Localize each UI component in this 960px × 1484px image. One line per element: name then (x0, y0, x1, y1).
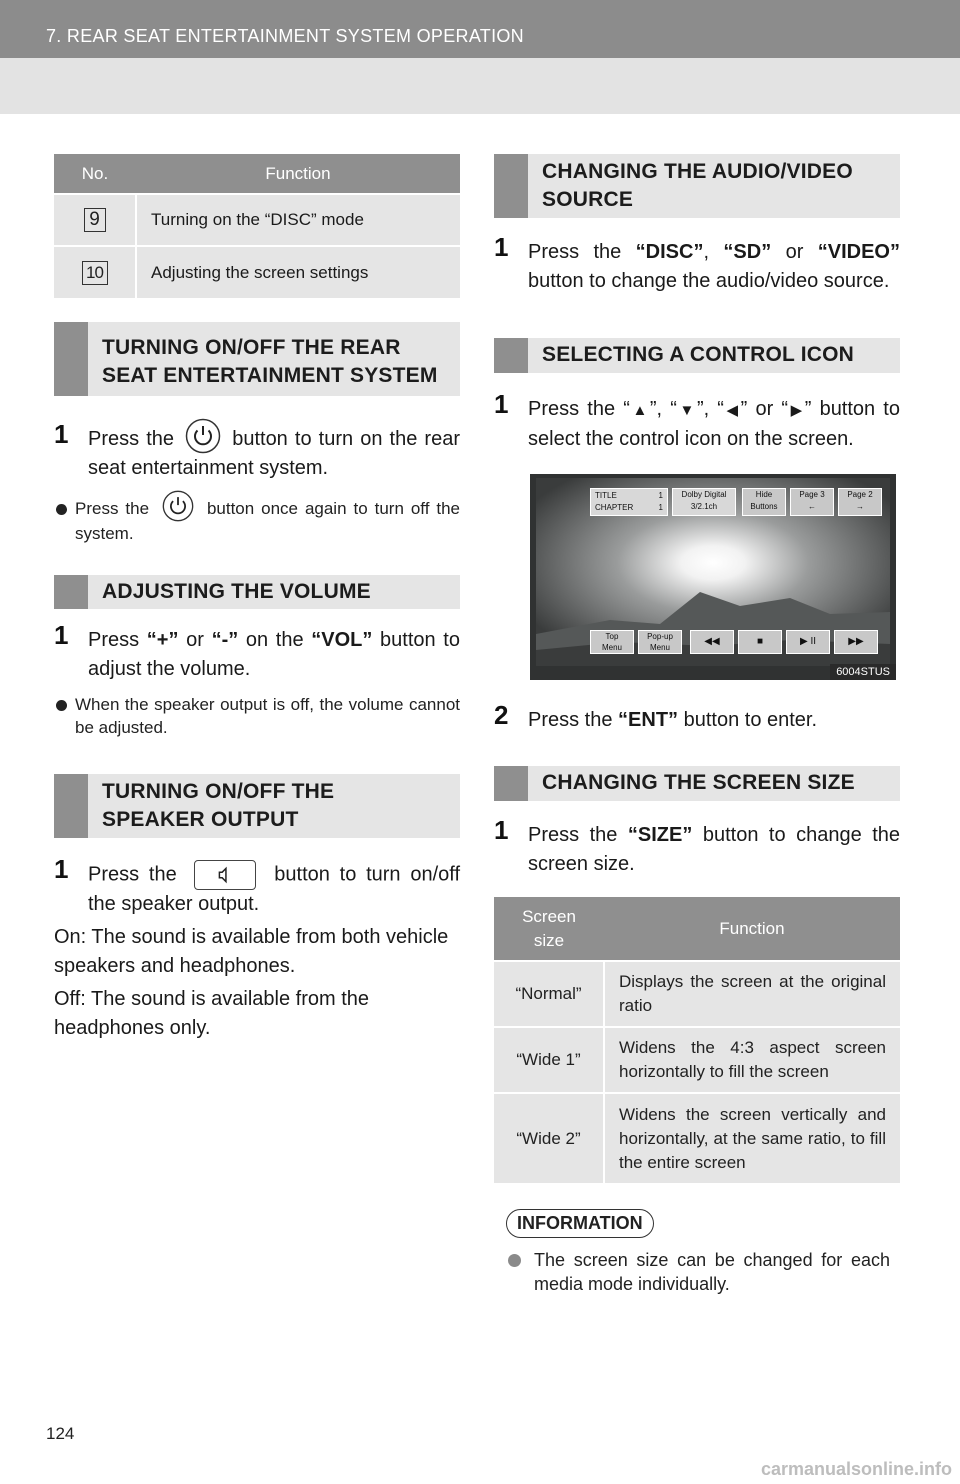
table-cell-function: Displays the screen at the original ratio (604, 961, 900, 1027)
step-text-b: button to turn on the rear seat entertainment system. (88, 428, 460, 479)
section-title: SELECTING A CONTROL ICON (542, 343, 855, 366)
screen-hide-buttons-button[interactable]: Hide Buttons (742, 488, 786, 516)
arrow-left-icon: ← (808, 502, 816, 511)
step-number: 1 (494, 815, 509, 845)
speaker-mute-button-icon (194, 860, 256, 890)
screen-title-chapter-box: TITLE 1 CHAPTER 1 (590, 488, 668, 516)
size-key: “SIZE” (627, 824, 693, 846)
step-number: 2 (494, 700, 509, 730)
step-number: 1 (54, 619, 69, 650)
size-table-header (494, 897, 900, 961)
left-column (54, 154, 460, 1043)
information-label: INFORMATION (506, 1209, 654, 1238)
table-cell-function: Widens the 4:3 aspect screen horizontally to fill the screen (604, 1027, 900, 1093)
right-column (494, 154, 900, 1296)
section-title: CHANGING THE SCREEN SIZE (542, 771, 855, 794)
screen-page2-button[interactable]: Page 2 → (838, 488, 882, 516)
table-cell-no (54, 246, 136, 298)
step-number: 1 (54, 853, 69, 884)
function-table (54, 154, 460, 298)
step-text-a: Press the (88, 428, 175, 450)
screen-ffwd-button[interactable]: ▶▶ (834, 630, 878, 654)
power-bullet (54, 497, 460, 545)
step-text-a: Press the (528, 709, 613, 731)
table-row (54, 194, 460, 246)
power-icon (185, 418, 221, 454)
step-number: 1 (494, 389, 509, 419)
step-text-on-the: on the (245, 628, 304, 651)
step-text-a: Press the “ (528, 398, 630, 420)
section-heading-power (54, 322, 460, 396)
speaker-off-text: Off: The sound is available from the headphones only. (54, 987, 369, 1039)
step-text-b: button to change the screen size. (528, 824, 900, 875)
screen-popup-menu-button[interactable]: Pop-up Menu (638, 630, 682, 654)
page-number: 124 (46, 1424, 75, 1443)
information-box (494, 1209, 900, 1296)
bullet-dot (508, 1254, 521, 1267)
footer-watermark: carmanualsonline.info (760, 1459, 952, 1479)
step-text-a: Press the (88, 862, 177, 885)
section-heading-control (494, 338, 900, 373)
column-header-no: No. (54, 154, 136, 194)
size-step (494, 815, 900, 879)
bullet-dot (56, 504, 67, 515)
step-text-b: ”, “ (649, 398, 677, 420)
step-text-a: Press (88, 628, 140, 651)
screen-rewind-button[interactable]: ◀◀ (690, 630, 734, 654)
arrow-up-icon: ▲ (629, 402, 650, 419)
table-cell-function: Turning on the “DISC” mode (136, 194, 460, 246)
section-heading-source (494, 154, 900, 218)
section-heading-size (494, 766, 900, 801)
screen-dolby-box: Dolby Digital 3/2.1ch (672, 488, 736, 516)
table-cell-size: “Wide 1” (494, 1027, 604, 1093)
header-title: 7. REAR SEAT ENTERTAINMENT SYSTEM OPERATION (46, 26, 524, 46)
section-title: ADJUSTING THE VOLUME (102, 579, 371, 603)
video-key: “VIDEO” (817, 241, 900, 263)
arrow-left-icon: ◀ (723, 402, 741, 419)
step-text-press: Press the (528, 241, 622, 263)
bullet-text-a: Press the (75, 499, 150, 518)
disc-key: “DISC” (635, 241, 704, 263)
speaker-step (54, 853, 461, 919)
step-text-or: or (186, 628, 204, 651)
step-text-or: or (785, 241, 804, 263)
sd-key: “SD” (723, 241, 772, 263)
arrow-right-icon: → (856, 502, 864, 511)
step-number: 1 (54, 419, 69, 449)
section-title: CHANGING THE AUDIO/VIDEO SOURCE (542, 160, 853, 211)
power-step (54, 419, 460, 483)
column-header-function: Function (136, 154, 460, 194)
screen-play-pause-button[interactable]: ▶ II (786, 630, 830, 654)
section-heading-speaker (54, 774, 460, 838)
source-step: 1 Press the “DISC”, “SD” or “VIDEO” button to change the audio/video source. (494, 232, 900, 292)
rear-screen-image (530, 474, 896, 680)
function-table-header (54, 154, 460, 194)
table-cell-no (54, 194, 136, 246)
information-text: The screen size can be changed for each media mode individually. (534, 1250, 890, 1294)
screen-size-table (494, 897, 900, 1183)
table-cell-size: “Normal” (494, 961, 604, 1027)
step-text-e: ” button to select the control icon on the screen. (528, 398, 900, 450)
screen-top-menu-button[interactable]: Top Menu (590, 630, 634, 654)
information-bullet (506, 1248, 890, 1296)
table-row (494, 1093, 900, 1183)
table-cell-size: “Wide 2” (494, 1093, 604, 1183)
step-number: 1 (494, 232, 509, 262)
plus-key: “+” (146, 628, 179, 651)
screen-page3-button[interactable]: Page 3 ← (790, 488, 834, 516)
table-row (494, 961, 900, 1027)
step-text-b: button to turn on/off the speaker output. (88, 862, 461, 915)
vol-key: “VOL” (311, 628, 373, 651)
screen-stop-button[interactable]: ■ (738, 630, 782, 654)
bullet-text: When the speaker output is off, the volume cannot be adjusted. (75, 694, 460, 737)
screen-caption: 6004STUS (830, 664, 896, 680)
volume-step (54, 619, 460, 684)
header-band (0, 58, 960, 114)
step-text-b: button to change the audio/video source. (528, 270, 890, 292)
bullet-dot (56, 700, 67, 711)
number-nine-icon: 9 (84, 208, 106, 232)
power-icon (162, 490, 194, 522)
section-title: TURNING ON/OFF THE REAR SEAT ENTERTAINMENT SYSTEM (102, 336, 438, 387)
table-row (54, 246, 460, 298)
step-text-c: ”, “ (696, 398, 724, 420)
enter-step (494, 700, 900, 735)
minus-key: “-” (211, 628, 239, 651)
table-cell-function: Widens the screen vertically and horizontally, at the same ratio, to fill the entire screen (604, 1093, 900, 1183)
volume-bullet (54, 693, 460, 739)
number-ten-icon: 10 (82, 261, 108, 285)
column-header-function: Function (604, 897, 900, 961)
step-text-b: button to adjust the volume. (88, 628, 460, 680)
speaker-on-text: On: The sound is available from both vehicle speakers and headphones. (54, 925, 449, 977)
table-cell-function: Adjusting the screen settings (136, 246, 460, 298)
step-text-b: button to enter. (683, 709, 818, 731)
step-text-d: ” or “ (740, 398, 789, 420)
table-row (494, 1027, 900, 1093)
ent-key: “ENT” (618, 709, 679, 731)
bullet-text-b: button once again to turn off the system. (75, 499, 460, 543)
step-text-a: Press the (528, 824, 618, 846)
column-header-screen-size: Screen size (494, 897, 604, 961)
section-title: TURNING ON/OFF THE SPEAKER OUTPUT (102, 779, 335, 831)
arrow-down-icon: ▼ (676, 402, 697, 419)
section-heading-volume (54, 575, 460, 609)
control-step (494, 389, 900, 454)
arrow-right-icon: ▶ (788, 402, 805, 419)
